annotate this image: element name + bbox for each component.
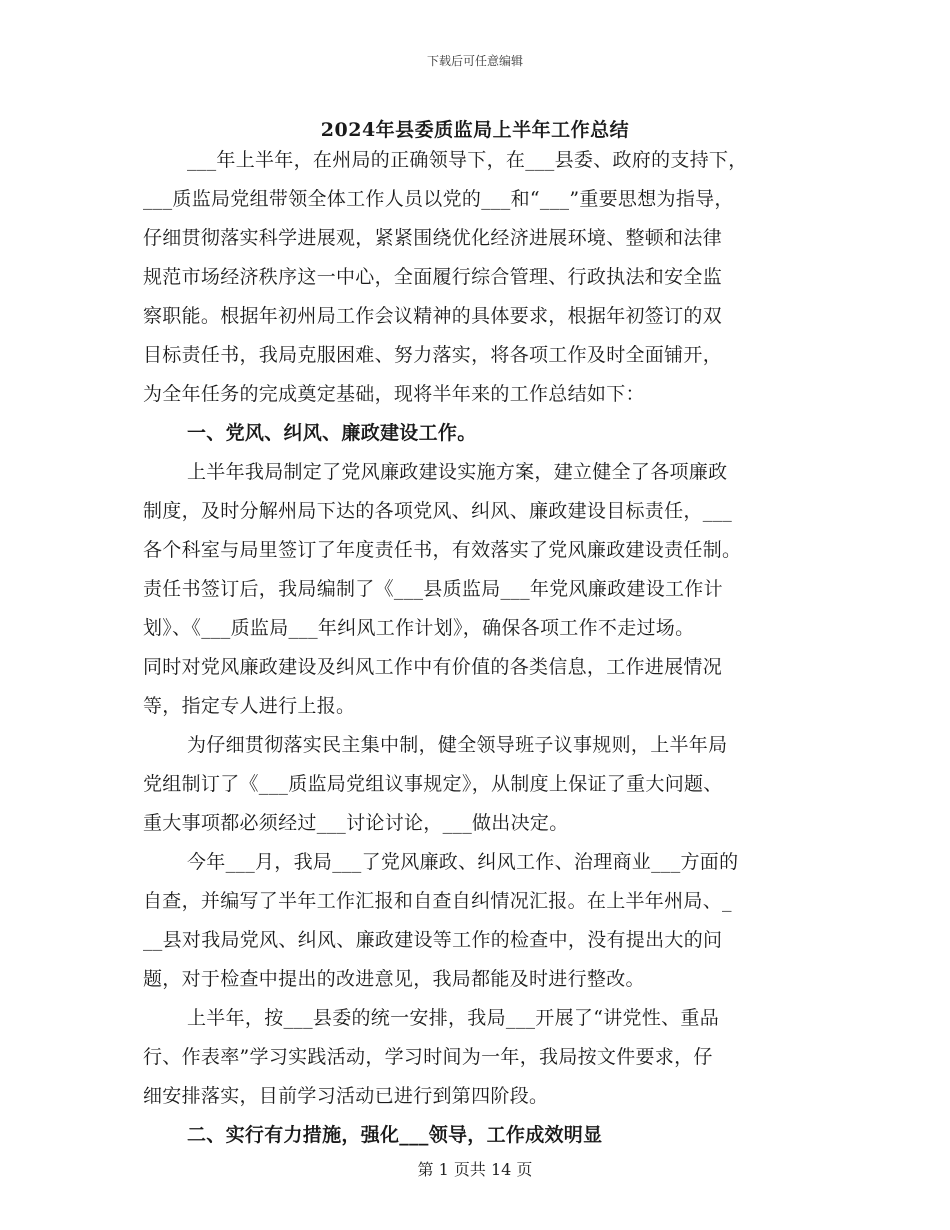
paragraph-line: 行、作表率”学习实践活动，学习时间为一年，我局按文件要求，仔 bbox=[143, 1046, 713, 1068]
section-heading: 二、实行有力措施，强化___领导，工作成效明显 bbox=[187, 1124, 603, 1146]
paragraph-line: 各个科室与局里签订了年度责任书，有效落实了党风廉政建设责任制。 bbox=[143, 539, 742, 561]
paragraph-line: 察职能。根据年初州局工作会议精神的具体要求，根据年初签订的双 bbox=[143, 305, 723, 327]
paragraph-line: __县对我局党风、纠风、廉政建设等工作的检查中，没有提出大的问 bbox=[143, 929, 723, 951]
paragraph-line: 细安排落实，目前学习活动已进行到第四阶段。 bbox=[143, 1085, 549, 1107]
paragraph-line: ___质监局党组带领全体工作人员以党的___和“___”重要思想为指导， bbox=[143, 188, 734, 210]
document-title: 2024年县委质监局上半年工作总结 bbox=[320, 119, 630, 141]
paragraph-line: 制度，及时分解州局下达的各项党风、纠风、廉政建设目标责任，___ bbox=[143, 500, 733, 522]
paragraph-line: 上半年我局制定了党风廉政建设实施方案，建立健全了各项廉政 bbox=[187, 461, 728, 483]
paragraph-line: 目标责任书，我局克服困难、努力落实，将各项工作及时全面铺开， bbox=[143, 344, 723, 366]
paragraph-line: 自查，并编写了半年工作汇报和自查自纠情况汇报。在上半年州局、_ bbox=[143, 890, 732, 912]
header-note: 下载后可任意编辑 bbox=[426, 54, 523, 68]
paragraph-line: 为仔细贯彻落实民主集中制，健全领导班子议事规则，上半年局 bbox=[187, 734, 728, 756]
paragraph-line: ___年上半年，在州局的正确领导下，在___县委、政府的支持下， bbox=[187, 149, 748, 171]
paragraph-line: 为全年任务的完成奠定基础，现将半年来的工作总结如下： bbox=[143, 383, 645, 405]
paragraph-line: 上半年，按___县委的统一安排，我局___开展了“讲党性、重品 bbox=[187, 1007, 720, 1029]
paragraph-line: 同时对党风廉政建设及纠风工作中有价值的各类信息，工作进展情况 bbox=[143, 656, 723, 678]
paragraph-line: 划》、《___质监局___年纠风工作计划》，确保各项工作不走过场。 bbox=[143, 617, 695, 639]
paragraph-line: 题，对于检查中提出的改进意见，我局都能及时进行整改。 bbox=[143, 968, 645, 990]
page-footer: 第 1 页共 14 页 bbox=[417, 1160, 533, 1179]
paragraph-line: 仔细贯彻落实科学进展观，紧紧围绕优化经济进展环境、整顿和法律 bbox=[143, 227, 723, 249]
paragraph-line: 责任书签订后，我局编制了《___县质监局___年党风廉政建设工作计 bbox=[143, 578, 723, 600]
section-heading: 一、党风、纠风、廉政建设工作。 bbox=[187, 422, 477, 444]
paragraph-line: 党组制订了《___质监局党组议事规定》，从制度上保证了重大问题、 bbox=[143, 773, 723, 795]
paragraph-line: 规范市场经济秩序这一中心，全面履行综合管理、行政执法和安全监 bbox=[143, 266, 723, 288]
paragraph-line: 今年___月，我局___了党风廉政、纠风工作、治理商业___方面的 bbox=[187, 851, 739, 873]
paragraph-line: 重大事项都必须经过___讨论讨论，___做出决定。 bbox=[143, 812, 569, 834]
paragraph-line: 等，指定专人进行上报。 bbox=[143, 695, 356, 717]
